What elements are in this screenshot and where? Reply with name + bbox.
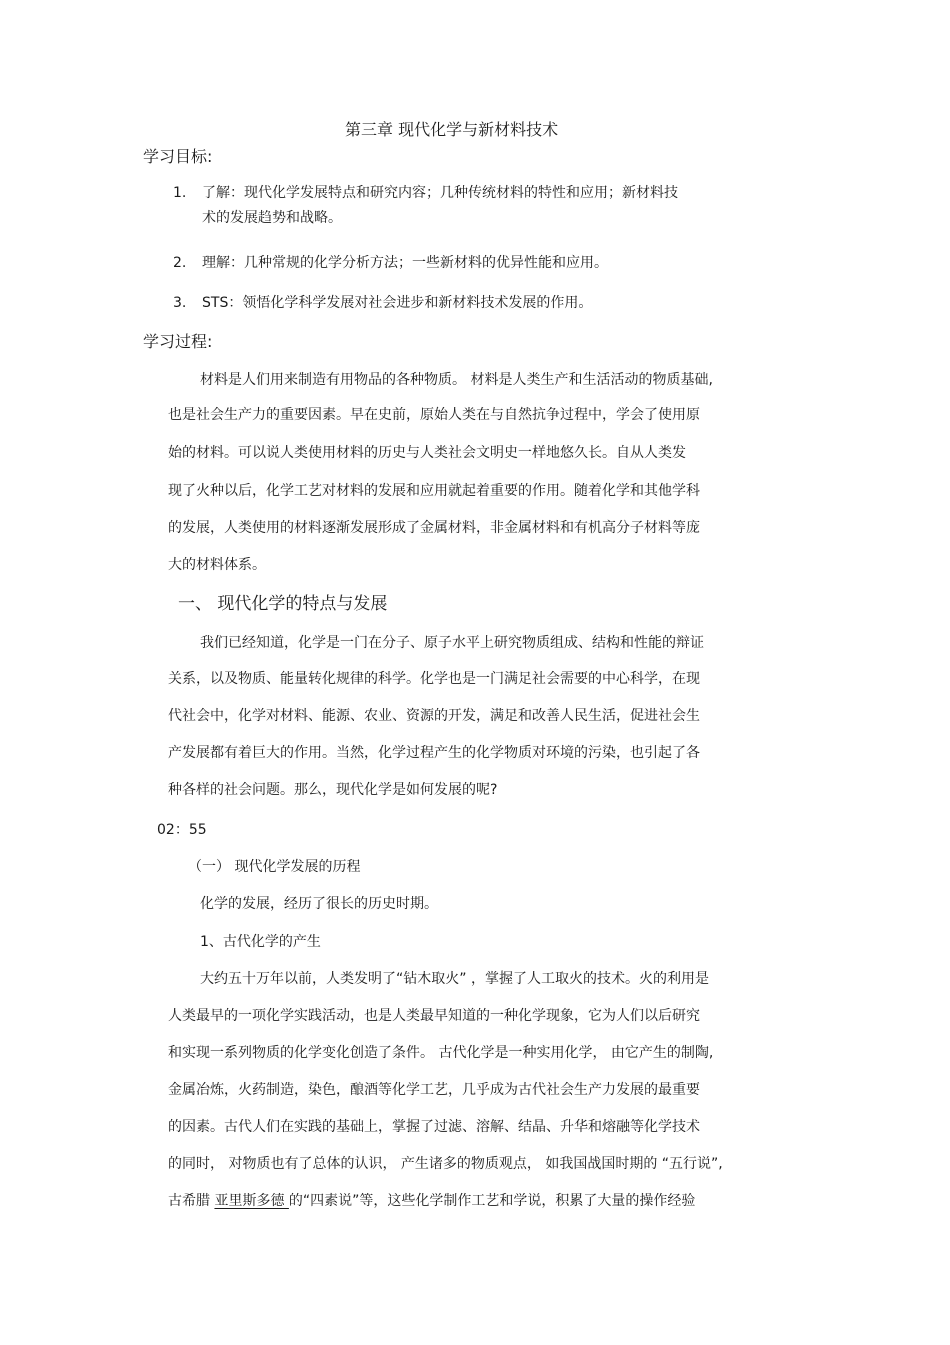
paragraph-line: 大约五十万年以前，人类发明了“钻木取火” ，掌握了人工取火的技术。火的利用是 [200, 971, 709, 987]
objective-text: 了解：现代化学发展特点和研究内容；几种传统材料的特性和应用；新材料技 [202, 185, 678, 201]
item-heading: 1、古代化学的产生 [200, 934, 321, 950]
paragraph-line: 的因素。古代人们在实践的基础上，掌握了过滤、溶解、结晶、升华和熔融等化学技术 [168, 1119, 700, 1135]
paragraph-line: 金属冶炼，火药制造，染色，酿酒等化学工艺，几乎成为古代社会生产力发展的最重要 [168, 1082, 700, 1098]
objective-number: 3. [173, 295, 187, 311]
objectives-heading: 学习目标: [143, 147, 213, 166]
paragraph-line-last [168, 1191, 695, 1211]
paragraph-line: 大的材料体系。 [168, 557, 266, 573]
objective-text: 术的发展趋势和战略。 [202, 210, 342, 226]
paragraph-line: 和实现一系列物质的化学变化创造了条件。 古代化学是一种实用化学， 由它产生的制陶, [168, 1045, 714, 1061]
chapter-title: 第三章 现代化学与新材料技术 [345, 120, 559, 139]
timestamp: 02：55 [157, 822, 207, 838]
section-heading: 一、 现代化学的特点与发展 [178, 594, 388, 614]
paragraph-line: 材料是人们用来制造有用物品的各种物质。 材料是人类生产和生活活动的物质基础, [200, 372, 713, 388]
subsection-intro: 化学的发展，经历了很长的历史时期。 [200, 896, 438, 912]
paragraph-line: 产发展都有着巨大的作用。当然，化学过程产生的化学物质对环境的污染，也引起了各 [168, 745, 700, 761]
paragraph-line: 始的材料。可以说人类使用材料的历史与人类社会文明史一样地悠久长。自从人类发 [168, 445, 686, 461]
paragraph-line: 的发展，人类使用的材料逐渐发展形成了金属材料，非金属材料和有机高分子材料等庞 [168, 520, 700, 536]
objective-text: STS：领悟化学科学发展对社会进步和新材料技术发展的作用。 [202, 295, 593, 311]
paragraph-line: 现了火种以后，化学工艺对材料的发展和应用就起着重要的作用。随着化学和其他学科 [168, 483, 700, 499]
paragraph-line: 关系，以及物质、能量转化规律的科学。化学也是一门满足社会需要的中心科学，在现 [168, 671, 700, 687]
line-suffix: 的“四素说”等，这些化学制作工艺和学说，积累了大量的操作经验 [288, 1193, 696, 1209]
underlined-name: 亚里斯多德 [214, 1193, 289, 1209]
line-prefix: 古希腊 [168, 1193, 215, 1209]
paragraph-line: 我们已经知道，化学是一门在分子、原子水平上研究物质组成、结构和性能的辩证 [200, 635, 704, 651]
objective-number: 1. [173, 185, 187, 201]
objective-number: 2. [173, 255, 187, 271]
objective-text: 理解：几种常规的化学分析方法；一些新材料的优异性能和应用。 [202, 255, 608, 271]
paragraph-line: 的同时， 对物质也有了总体的认识， 产生诸多的物质观点， 如我国战国时期的 “五行说”, [168, 1156, 723, 1172]
paragraph-line: 也是社会生产力的重要因素。早在史前，原始人类在与自然抗争过程中，学会了使用原 [168, 407, 700, 423]
paragraph-line: 代社会中，化学对材料、能源、农业、资源的开发，满足和改善人民生活，促进社会生 [168, 708, 700, 724]
paragraph-line: 人类最早的一项化学实践活动，也是人类最早知道的一种化学现象，它为人们以后研究 [168, 1008, 700, 1024]
process-heading: 学习过程: [143, 332, 213, 351]
paragraph-line: 种各样的社会问题。那么，现代化学是如何发展的呢? [168, 782, 498, 798]
subsection-heading: （一） 现代化学发展的历程 [188, 859, 361, 875]
